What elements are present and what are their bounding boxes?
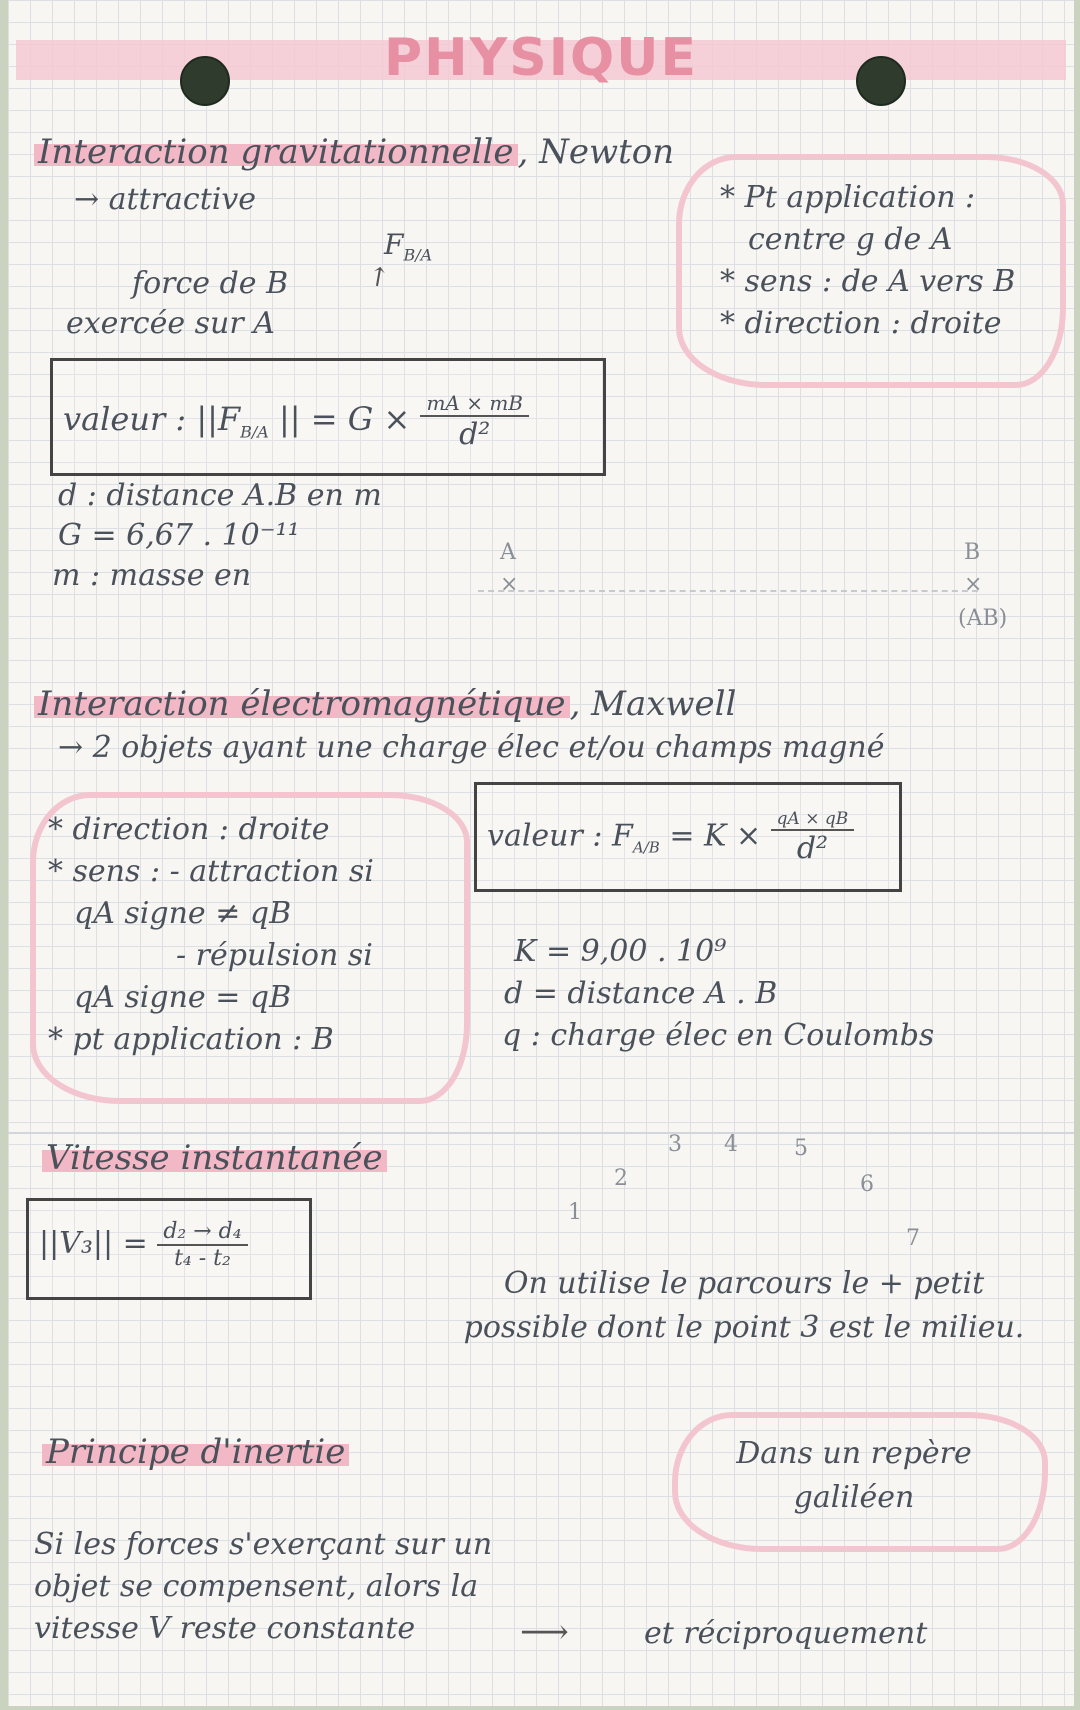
arrow-right-icon: ⟶ [520,1612,569,1652]
force-desc-2: exercée sur A [66,306,275,341]
velocity-fraction [157,1219,247,1271]
section-divider [8,1132,1074,1134]
gravitation-title: Interaction gravitationnelle [34,132,518,172]
point-b-label: B [964,540,981,565]
ab-line [478,590,978,592]
trajectory-point-4: 4 [724,1132,738,1157]
gravitation-def-1: d : distance A.B en m [58,478,382,513]
velocity-heading [42,1138,387,1178]
force-arrow-icon: ↗ [361,258,397,296]
formula-label: valeur : [63,400,187,438]
inertia-reciprocal: et réciproquement [644,1616,928,1651]
velocity-title: Vitesse instantanée [42,1138,387,1178]
electromagnetic-title: Interaction électromagnétique [34,684,570,724]
inertia-cloud-text: Dans un repère galiléen [736,1436,972,1515]
trajectory-point-6: 6 [860,1172,874,1197]
em-bullet-6: * pt application : B [48,1022,334,1057]
gravitation-author: , Newton [517,132,675,172]
gravitation-heading [34,132,674,172]
em-bullet-5: qA signe = qB [74,980,292,1015]
em-formula-lhs-end: = K × [669,818,762,854]
em-fraction [771,809,855,866]
gravitation-formula [63,391,529,452]
em-bullet-2: * sens : - attraction si [48,854,374,889]
velocity-note: On utilise le parcours le + petit possible dont le point 3 est le milieu. [463,1266,1025,1345]
gravitation-bullet-2: centre g de A [748,222,953,257]
formula-numerator: mA × mB [420,391,529,417]
formula-lhs: ||F [196,400,241,438]
em-formula-denominator: d² [796,831,829,866]
em-bullet-3: qA signe ≠ qB [74,896,292,931]
em-def-1: K = 9,00 . 10⁹ [514,934,727,969]
point-a-marker: × [500,572,519,597]
trajectory-point-1: 1 [568,1200,582,1225]
em-formula-label: valeur : [487,818,603,854]
binder-hole-right [856,56,906,106]
gravitation-def-2: G = 6,67 . 10⁻¹¹ [58,518,300,553]
inertia-heading [42,1432,349,1472]
em-formula-box [474,782,902,892]
gravitation-formula-box [50,358,606,476]
force-label [384,228,432,265]
inertia-statement: Si les forces s'exerçant sur un objet se compensent, alors la vitesse V reste constante [34,1527,493,1646]
electromagnetic-subtitle: → 2 objets ayant une charge élec et/ou champs magné [58,730,885,765]
velocity-formula-denominator: t₄ - t₂ [174,1246,231,1271]
point-b-marker: × [964,572,983,597]
point-a-label: A [500,540,516,565]
force-desc-1: force de B [132,266,289,301]
page-title: PHYSIQUE [383,28,699,88]
em-def-2: d = distance A . B [504,976,778,1011]
em-bullet-4: - répulsion si [176,938,373,973]
em-formula-numerator: qA × qB [771,809,855,831]
velocity-formula-box [26,1198,312,1300]
force-subscript: B/A [403,245,433,265]
gravitation-subtitle: → attractive [74,182,257,217]
gravitation-bullet-4: * direction : droite [720,306,1002,341]
electromagnetic-heading [34,684,736,724]
em-bullet-1: * direction : droite [48,812,330,847]
em-formula-lhs: F [612,818,633,854]
inertia-title: Principe d'inertie [42,1432,349,1472]
em-formula-lhs-subscript: A/B [632,838,660,857]
formula-lhs-subscript: B/A [240,422,269,442]
em-formula [487,809,854,866]
formula-lhs-end: || = G × [279,400,411,438]
velocity-formula [39,1219,248,1271]
gravitation-def-3: m : masse en [52,558,252,593]
ab-line-label: (AB) [958,606,1008,631]
trajectory-point-3: 3 [668,1132,682,1157]
gravitation-fraction [420,391,529,452]
trajectory-point-5: 5 [794,1136,808,1161]
electromagnetic-author: , Maxwell [569,684,737,724]
em-def-3: q : charge élec en Coulombs [502,1018,935,1053]
force-symbol: F [384,228,404,261]
trajectory-point-2: 2 [614,1166,628,1191]
gravitation-bullet-1: * Pt application : [720,180,976,215]
formula-denominator: d² [459,417,491,452]
notebook-page [8,0,1074,1706]
gravitation-bullet-3: * sens : de A vers B [720,264,1016,299]
velocity-formula-lhs: ||V₃|| = [39,1226,148,1261]
trajectory-point-7: 7 [906,1226,920,1251]
binder-hole-left [180,56,230,106]
velocity-formula-numerator: d₂ → d₄ [157,1219,247,1246]
